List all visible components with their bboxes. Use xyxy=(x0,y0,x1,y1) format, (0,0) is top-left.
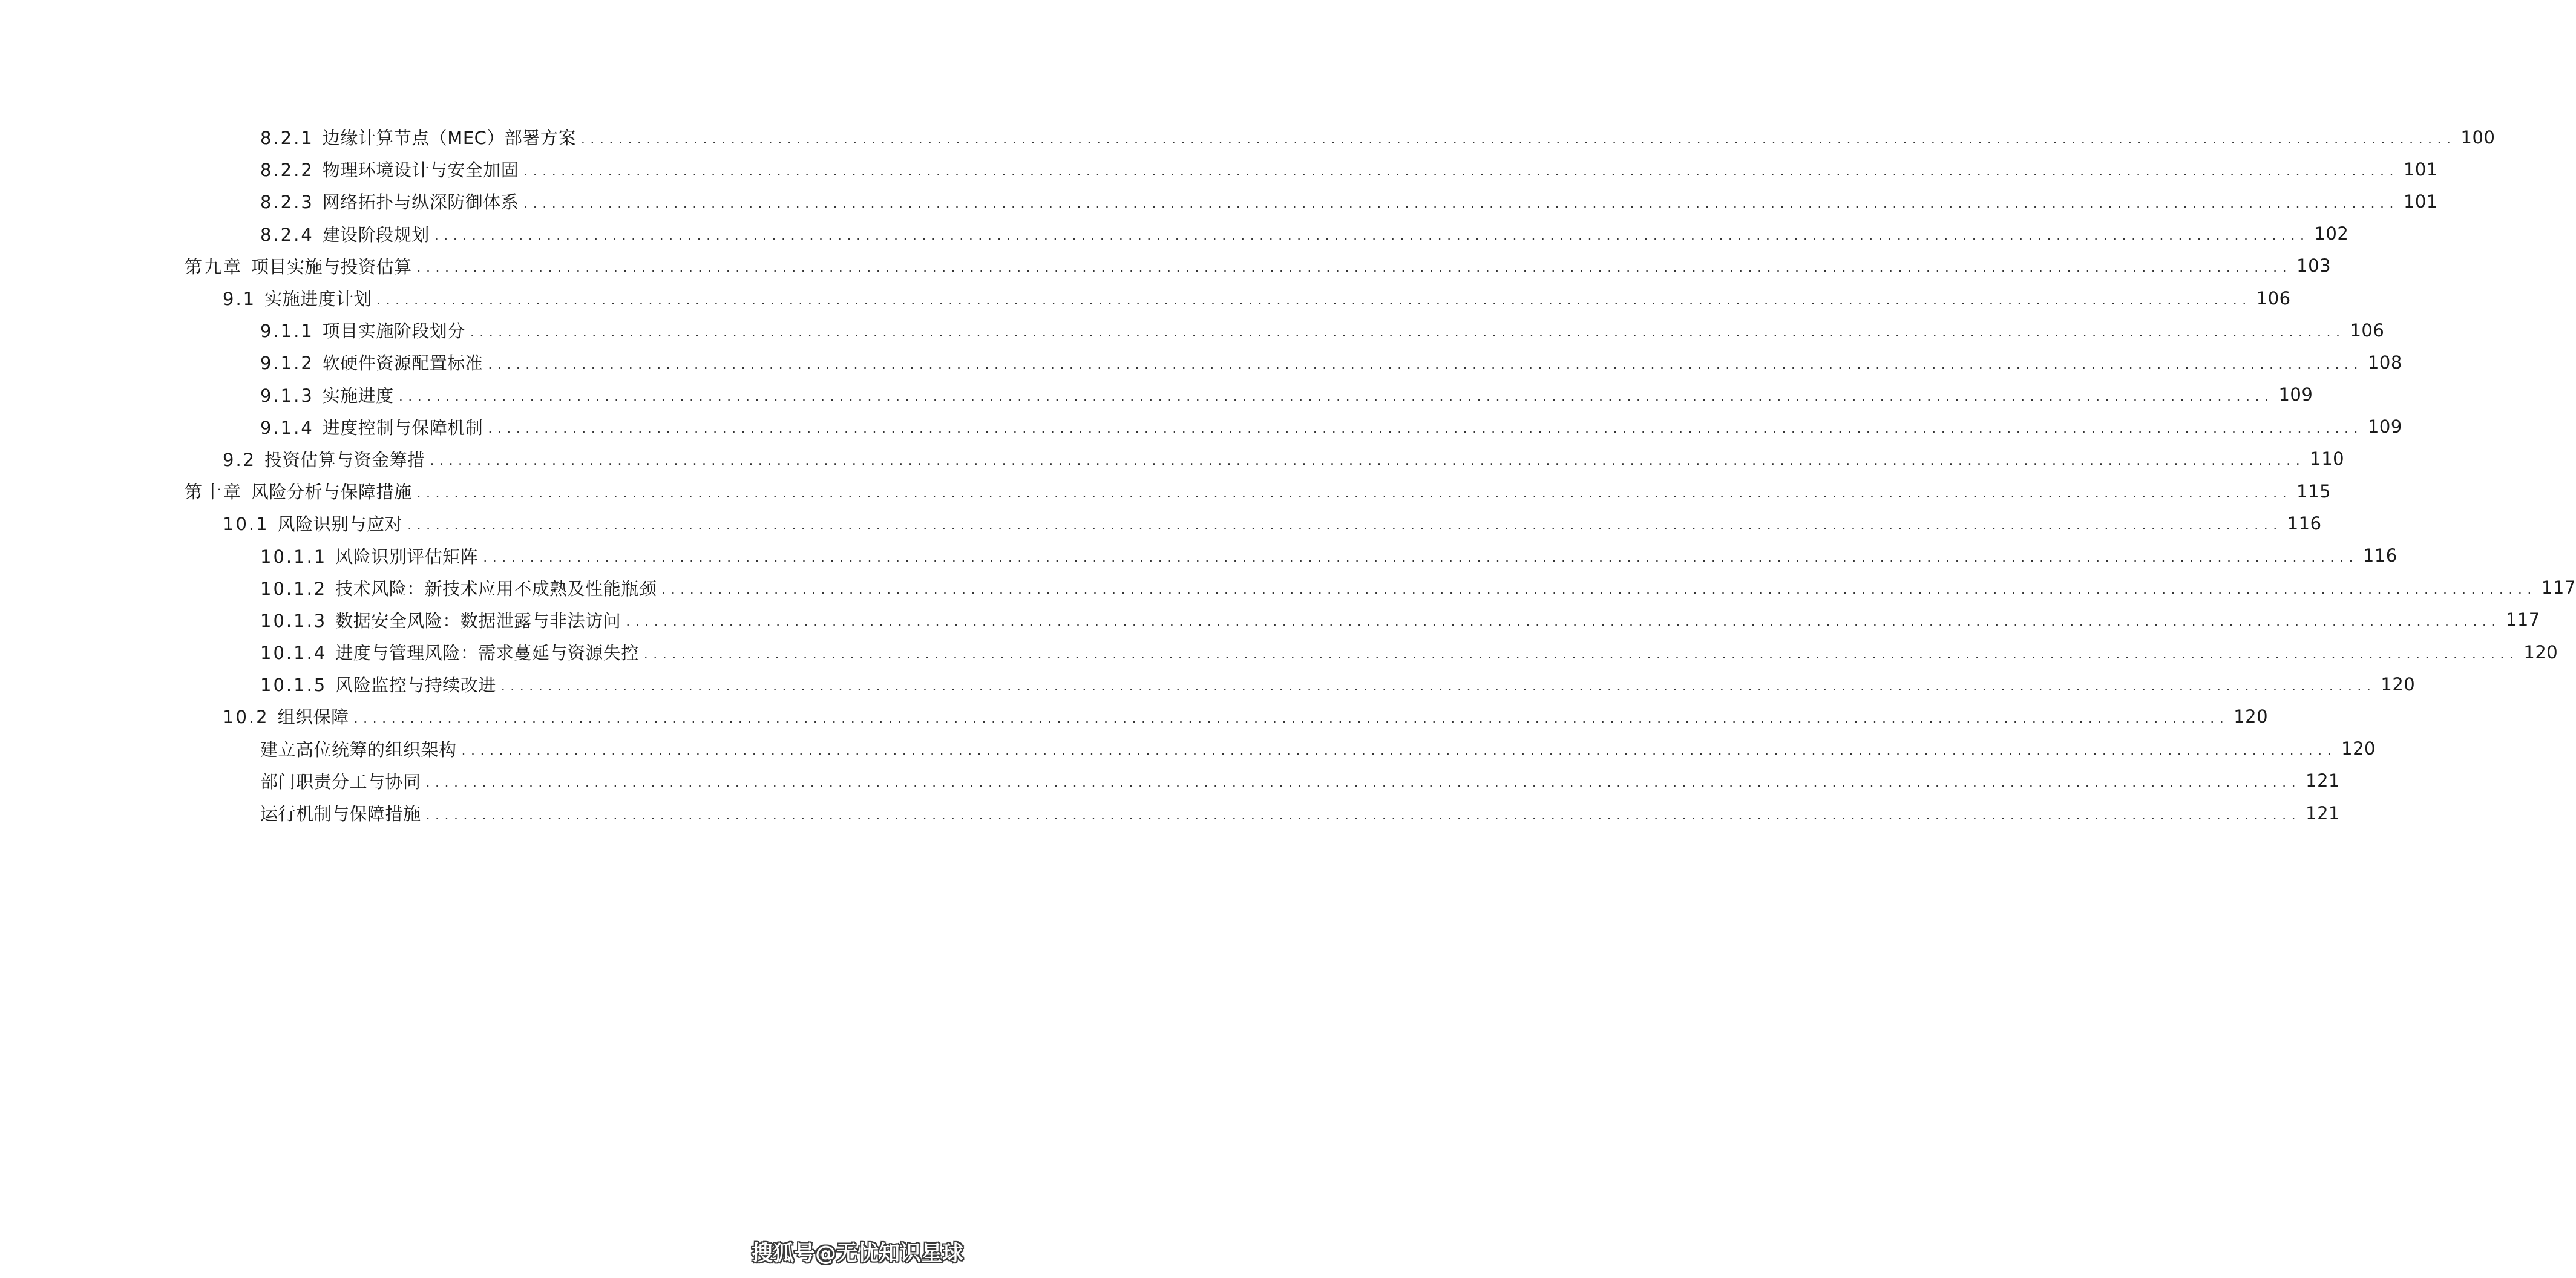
toc-entry[interactable] xyxy=(0,121,2496,153)
toc-entry-page-number: 120 xyxy=(2523,641,2558,663)
toc-entry-heading xyxy=(260,575,661,600)
toc-entry-title: 技术风险：新技术应用不成熟及性能瓶颈 xyxy=(335,578,657,599)
toc-dot-leader: ........................................................................................................................................................................................................ xyxy=(470,324,2345,340)
toc-entry-page-number: 108 xyxy=(2367,352,2402,373)
toc-entry-number: 10.1 xyxy=(223,514,269,535)
toc-entry-title: 建设阶段规划 xyxy=(322,224,430,245)
toc-entry-page-number: 117 xyxy=(2505,609,2540,631)
toc-dot-leader: ........................................................................................................................................................................................................ xyxy=(626,614,2501,630)
toc-entry-heading xyxy=(260,382,399,407)
toc-dot-leader: ........................................................................................................................................................................................................ xyxy=(488,421,2363,437)
toc-entry[interactable] xyxy=(0,218,2349,250)
toc-dot-leader: ........................................................................................................................................................................................................ xyxy=(461,743,2337,759)
toc-dot-leader: ........................................................................................................................................................................................................ xyxy=(425,807,2301,823)
toc-dot-leader: ........................................................................................................................................................................................................ xyxy=(407,517,2283,533)
toc-entry-title: 进度与管理风险：需求蔓延与资源失控 xyxy=(335,643,639,664)
toc-entry-page-number: 109 xyxy=(2367,416,2402,437)
toc-entry[interactable] xyxy=(0,733,2376,765)
toc-dot-leader: ........................................................................................................................................................................................................ xyxy=(425,775,2301,791)
toc-entry-heading xyxy=(223,286,376,310)
toc-entry-heading xyxy=(260,640,644,664)
toc-entry-page-number: 102 xyxy=(2314,223,2349,244)
toc-dot-leader: ........................................................................................................................................................................................................ xyxy=(488,356,2363,372)
toc-entry-title: 项目实施与投资估算 xyxy=(251,256,412,277)
toc-dot-leader: ........................................................................................................................................................................................................ xyxy=(500,678,2376,694)
toc-entry-page-number: 103 xyxy=(2296,255,2332,277)
toc-entry[interactable] xyxy=(0,572,2576,604)
toc-entry-title: 投资估算与资金筹措 xyxy=(264,449,425,470)
toc-entry-title: 实施进度 xyxy=(322,385,394,406)
toc-entry-heading xyxy=(260,189,523,214)
toc-dot-leader: ........................................................................................................................................................................................................ xyxy=(580,131,2456,147)
toc-entry[interactable] xyxy=(0,346,2402,378)
toc-entry-page-number: 120 xyxy=(2381,673,2416,695)
toc-entry[interactable] xyxy=(0,507,2322,539)
toc-entry-title: 风险监控与持续改进 xyxy=(335,675,496,696)
toc-entry[interactable] xyxy=(0,314,2385,346)
toc-entry-title: 物理环境设计与安全加固 xyxy=(322,160,519,181)
toc-entry-number: 10.1.4 xyxy=(260,643,327,664)
toc-entry-heading xyxy=(260,125,581,149)
toc-entry[interactable] xyxy=(0,636,2558,668)
toc-entry-heading xyxy=(185,254,417,278)
toc-entry-title: 风险分析与保障措施 xyxy=(251,482,412,503)
toc-entry-title: 部门职责分工与协同 xyxy=(260,771,421,792)
toc-entry[interactable] xyxy=(0,539,2397,571)
watermark: 搜狐号@无忧知识星球 xyxy=(751,1242,963,1266)
toc-entry-number: 8.2.3 xyxy=(260,192,314,213)
toc-entry-page-number: 117 xyxy=(2541,577,2576,598)
toc-entry-heading xyxy=(260,157,523,182)
toc-entry-title: 风险识别与应对 xyxy=(277,514,403,535)
toc-entry-title: 软硬件资源配置标准 xyxy=(322,353,483,374)
toc-dot-leader: ........................................................................................................................................................................................................ xyxy=(376,292,2252,308)
toc-entry-heading xyxy=(260,768,426,793)
toc-dot-leader: ........................................................................................................................................................................................................ xyxy=(353,710,2229,726)
toc-entry-page-number: 120 xyxy=(2341,738,2376,759)
toc-entry-heading xyxy=(260,350,488,375)
toc-entry-number: 9.1.1 xyxy=(260,321,314,342)
toc-dot-leader: ........................................................................................................................................................................................................ xyxy=(398,389,2274,405)
toc-entry-number: 9.1.2 xyxy=(260,353,314,374)
toc-entry-heading xyxy=(260,221,434,246)
toc-dot-leader: ........................................................................................................................................................................................................ xyxy=(643,646,2519,662)
toc-entry-page-number: 106 xyxy=(2350,320,2385,341)
toc-dot-leader: ........................................................................................................................................................................................................ xyxy=(483,550,2358,566)
toc-dot-leader: ........................................................................................................................................................................................................ xyxy=(661,582,2537,598)
toc-entry-number: 第九章 xyxy=(185,256,243,277)
toc-entry-number: 8.2.4 xyxy=(260,224,314,245)
toc-entry-number: 8.2.2 xyxy=(260,160,314,181)
toc-entry[interactable] xyxy=(0,797,2341,829)
toc-entry[interactable] xyxy=(0,153,2438,185)
toc-dot-leader: ........................................................................................................................................................................................................ xyxy=(416,485,2292,501)
toc-entry-page-number: 101 xyxy=(2403,159,2438,180)
toc-entry-heading xyxy=(223,704,354,729)
toc-entry-page-number: 121 xyxy=(2306,770,2341,791)
toc-entry-title: 建立高位统筹的组织架构 xyxy=(260,739,457,760)
toc-dot-leader: ........................................................................................................................................................................................................ xyxy=(416,260,2292,276)
toc-entry-page-number: 116 xyxy=(2362,545,2397,566)
toc-entry-title: 风险识别评估矩阵 xyxy=(335,546,479,567)
toc-dot-leader: ........................................................................................................................................................................................................ xyxy=(523,195,2399,211)
toc-entry-title: 实施进度计划 xyxy=(264,289,372,310)
toc-entry-heading xyxy=(260,672,501,696)
toc-entry[interactable] xyxy=(0,379,2313,411)
toc-entry-number: 9.2 xyxy=(223,449,257,470)
toc-entry-page-number: 110 xyxy=(2310,448,2345,470)
toc-entry[interactable] xyxy=(0,668,2416,700)
toc-entry-title: 边缘计算节点（MEC）部署方案 xyxy=(322,128,576,149)
toc-entry-heading xyxy=(223,447,430,471)
toc-entry-heading xyxy=(260,543,483,568)
toc-entry-heading xyxy=(260,415,488,439)
toc-entry-number: 8.2.1 xyxy=(260,128,314,149)
toc-entry[interactable] xyxy=(0,604,2540,636)
toc-entry-number: 10.1.2 xyxy=(260,578,327,599)
toc-entry-title: 组织保障 xyxy=(277,707,349,728)
toc-entry-page-number: 101 xyxy=(2403,191,2438,212)
table-of-contents xyxy=(0,121,2576,829)
toc-entry-heading xyxy=(260,318,470,342)
toc-entry[interactable] xyxy=(0,700,2269,732)
toc-entry-title: 项目实施阶段划分 xyxy=(322,321,465,342)
toc-entry-title: 运行机制与保障措施 xyxy=(260,804,421,825)
toc-entry-heading xyxy=(260,736,462,761)
toc-entry-title: 进度控制与保障机制 xyxy=(322,417,483,438)
toc-entry-heading xyxy=(223,511,407,536)
toc-entry-title: 数据安全风险：数据泄露与非法访问 xyxy=(335,610,621,631)
toc-entry-page-number: 120 xyxy=(2234,706,2269,727)
toc-entry[interactable] xyxy=(0,475,2332,507)
toc-entry-page-number: 100 xyxy=(2460,126,2496,148)
toc-entry[interactable] xyxy=(0,411,2402,443)
toc-entry-title: 网络拓扑与纵深防御体系 xyxy=(322,192,519,213)
toc-entry[interactable] xyxy=(0,765,2341,797)
toc-entry-number: 10.1.3 xyxy=(260,610,327,631)
toc-entry-number: 10.1.5 xyxy=(260,675,327,696)
toc-entry-number: 10.2 xyxy=(223,707,269,728)
toc-entry-number: 9.1.4 xyxy=(260,417,314,438)
toc-entry-number: 9.1 xyxy=(223,289,257,310)
toc-dot-leader: ........................................................................................................................................................................................................ xyxy=(430,453,2306,469)
toc-entry-heading xyxy=(260,801,426,825)
toc-entry-page-number: 109 xyxy=(2278,384,2313,405)
toc-entry-page-number: 106 xyxy=(2256,287,2291,309)
toc-entry-page-number: 115 xyxy=(2296,480,2332,502)
toc-entry-page-number: 116 xyxy=(2287,513,2322,534)
toc-entry[interactable] xyxy=(0,185,2438,217)
toc-entry-number: 10.1.1 xyxy=(260,546,327,567)
toc-entry-number: 第十章 xyxy=(185,482,243,503)
toc-entry[interactable] xyxy=(0,443,2345,475)
toc-dot-leader: ........................................................................................................................................................................................................ xyxy=(434,228,2310,244)
toc-entry-number: 9.1.3 xyxy=(260,385,314,406)
toc-entry-page-number: 121 xyxy=(2306,802,2341,824)
toc-dot-leader: ........................................................................................................................................................................................................ xyxy=(523,163,2399,179)
toc-entry-heading xyxy=(185,479,417,503)
toc-entry-heading xyxy=(260,608,626,632)
toc-entry[interactable] xyxy=(0,250,2332,282)
toc-entry[interactable] xyxy=(0,282,2291,314)
